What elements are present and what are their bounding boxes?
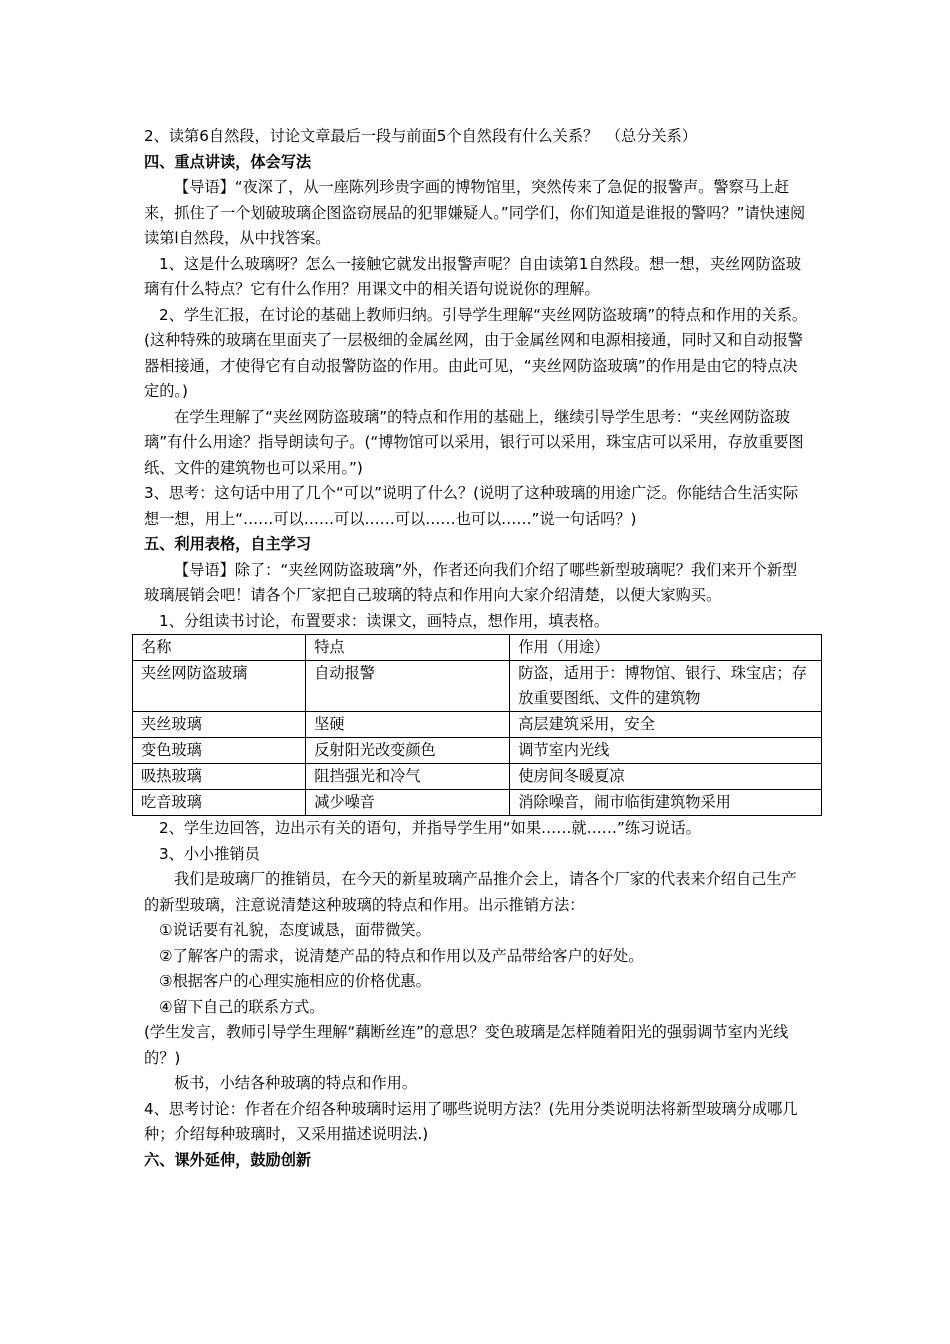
section-heading-4: 四、重点讲读，体会写法 (144, 152, 312, 171)
table-row (133, 790, 822, 816)
table-cell: 吸热玻璃 (133, 764, 306, 790)
list-item-method-1: ①说话要有礼貌，态度诚恳，面带微笑。 (159, 921, 431, 939)
table-cell: 高层建筑采用，安全 (510, 712, 822, 738)
paragraph-step-2: 2、学生汇报，在讨论的基础上教师归纳。引导学生理解“夹丝网防盗玻璃”的特点和作用的关系。(这种特殊的玻璃在里面夹了一层极细的金属丝网，由于金属丝网和电源相接通，同时又和自动报警器相接通，才使得它有自动报警防盗的作用。由此可见，“夹丝网防盗玻璃”的作用是由它的特点决定的。) (144, 305, 808, 400)
table-cell: 阻挡强光和冷气 (306, 764, 510, 790)
paragraph-task-3: 3、小小推销员 (159, 844, 260, 863)
paragraph-followup: 在学生理解了“夹丝网防盗玻璃”的特点和作用的基础上，继续引导学生思考：“夹丝网防盗玻璃”有什么用途？指导朗读句子。(“博物馆可以采用，银行可以采用，珠宝店可以采用，存放重要图纸、文件的建筑物也可以采用。”) (144, 407, 804, 477)
paragraph-salesperson: 我们是玻璃厂的推销员，在今天的新星玻璃产品推介会上，请各个厂家的代表来介绍自己生产的新型玻璃，注意说清楚这种玻璃的特点和作用。出示推销方法： (144, 870, 797, 914)
table-row (133, 738, 822, 764)
table-row (133, 661, 822, 712)
table-cell: 调节室内光线 (510, 738, 822, 764)
table-row (133, 764, 822, 790)
paragraph-intro-5: 【导语】除了：“夹丝网防盗玻璃”外，作者还向我们介绍了哪些新型玻璃呢？我们来开个新型玻璃展销会吧！请各个厂家把自己玻璃的特点和作用向大家介绍清楚，以便大家购买。 (144, 560, 798, 604)
table-cell: 坚硬 (306, 712, 510, 738)
table-cell: 减少噪音 (306, 790, 510, 816)
table-cell: 防盗，适用于：博物馆、银行、珠宝店；存放重要图纸、文件的建筑物 (510, 661, 822, 712)
table-header-cell: 特点 (306, 635, 510, 661)
list-item-method-3: ③根据客户的心理实施相应的价格优惠。 (159, 972, 431, 990)
table-cell: 夹丝网防盗玻璃 (133, 661, 306, 712)
glass-table (132, 634, 822, 816)
paragraph-intro-4: 【导语】“夜深了，从一座陈列珍贵字画的博物馆里，突然传来了急促的报警声。警察马上赶来，抓住了一个划破玻璃企图盗窃展品的犯罪嫌疑人。”同学们，你们知道是谁报的警吗？”请快速阅读第l自然段，从中找答案。 (144, 178, 806, 247)
table-header-cell: 作用（用途） (510, 635, 822, 661)
table-row (133, 712, 822, 738)
paragraph-step-3: 3、思考：这句话中用了几个“可以”说明了什么？(说明了这种玻璃的用途广泛。你能结合生活实际想一想，用上“……可以……可以……可以……也可以……”说一句话吗？) (144, 484, 799, 528)
paragraph-student-speech: (学生发言，教师引导学生理解“藕断丝连”的意思？变色玻璃是怎样随着阳光的强弱调节室内光线的？) (144, 1023, 789, 1067)
paragraph-task-1: 1、分组读书讨论，布置要求：读课文，画特点，想作用，填表格。 (159, 611, 610, 630)
paragraph-board-summary: 板书，小结各种玻璃的特点和作用。 (174, 1074, 417, 1092)
table-header-row (133, 635, 822, 661)
table-cell: 使房间冬暖夏凉 (510, 764, 822, 790)
table-header-cell: 名称 (133, 635, 306, 661)
list-item-method-2: ②了解客户的需求，说清楚产品的特点和作用以及产品带给客户的好处。 (159, 946, 644, 965)
list-item-method-4: ④留下自己的联系方式。 (159, 997, 325, 1016)
paragraph-task-2: 2、学生边回答，边出示有关的语句，并指导学生用“如果……就……”练习说话。 (159, 819, 701, 837)
paragraph-step-4: 4、思考讨论：作者在介绍各种玻璃时运用了哪些说明方法？(先用分类说明法将新型玻璃分成哪几种；介绍每种玻璃时，又采用描述说明法.) (144, 1099, 798, 1143)
paragraph-discussion-q2: 2、读第6自然段，讨论文章最后一段与前面5个自然段有什么关系？ （总分关系） (144, 127, 697, 145)
table-cell: 变色玻璃 (133, 738, 306, 764)
document-page (141, 124, 810, 1173)
section-heading-5: 五、利用表格，自主学习 (144, 535, 312, 553)
table-cell: 反射阳光改变颜色 (306, 738, 510, 764)
paragraph-step-1: 1、这是什么玻璃呀？怎么一接触它就发出报警声呢？自由读第1自然段。想一想，夹丝网防盗玻璃有什么特点？它有什么作用？用课文中的相关语句说说你的理解。 (144, 254, 802, 298)
section-heading-6: 六、课外延伸，鼓励创新 (144, 1150, 312, 1169)
table-cell: 吃音玻璃 (133, 790, 306, 816)
table-cell: 消除噪音，闹市临街建筑物采用 (510, 790, 822, 816)
table-cell: 自动报警 (306, 661, 510, 712)
table-cell: 夹丝玻璃 (133, 712, 306, 738)
